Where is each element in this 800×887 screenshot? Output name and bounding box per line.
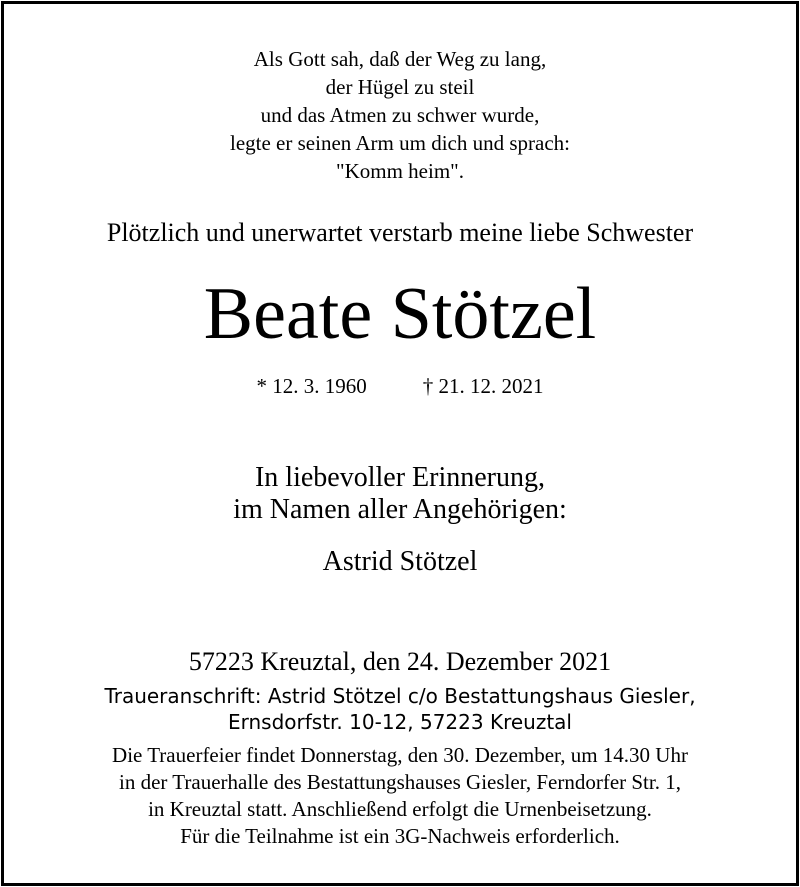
memory-line: In liebevoller Erinnerung, (254, 462, 545, 493)
address-line: Traueranschrift: Astrid Stötzel c/o Bestattungshaus Giesler, (104, 684, 696, 708)
signer-name: Astrid Stötzel (322, 546, 478, 577)
ceremony-line: in der Trauerhalle des Bestattungshauses Giesler, Ferndorfer Str. 1, (119, 770, 681, 794)
deceased-name: Beate Stötzel (203, 273, 597, 355)
ceremony-line: Für die Teilnahme ist ein 3G-Nachweis erforderlich. (180, 824, 620, 848)
place-date: 57223 Kreuztal, den 24. Dezember 2021 (188, 647, 612, 676)
obituary-notice (4, 4, 796, 883)
poem-line: legte er seinen Arm um dich und sprach: (230, 131, 570, 155)
ceremony-line: in Kreuztal statt. Anschließend erfolgt die Urnenbeisetzung. (148, 797, 652, 821)
poem-line: "Komm heim". (336, 159, 464, 183)
ceremony-line: Die Trauerfeier findet Donnerstag, den 30. Dezember, um 14.30 Uhr (112, 743, 688, 767)
life-dates (4, 376, 796, 397)
poem-line: der Hügel zu steil (325, 75, 475, 99)
poem-line: und das Atmen zu schwer wurde, (260, 103, 540, 127)
address-line: Ernsdorfstr. 10-12, 57223 Kreuztal (227, 710, 572, 734)
birth-date: * 12. 3. 1960 (256, 374, 367, 398)
memory-line: im Namen aller Angehörigen: (233, 494, 567, 525)
obituary-frame (1, 1, 799, 886)
announcement-text: Plötzlich und unerwartet verstarb meine liebe Schwester (106, 218, 694, 247)
poem-line: Als Gott sah, daß der Weg zu lang, (253, 47, 547, 71)
death-date: † 21. 12. 2021 (422, 374, 544, 398)
